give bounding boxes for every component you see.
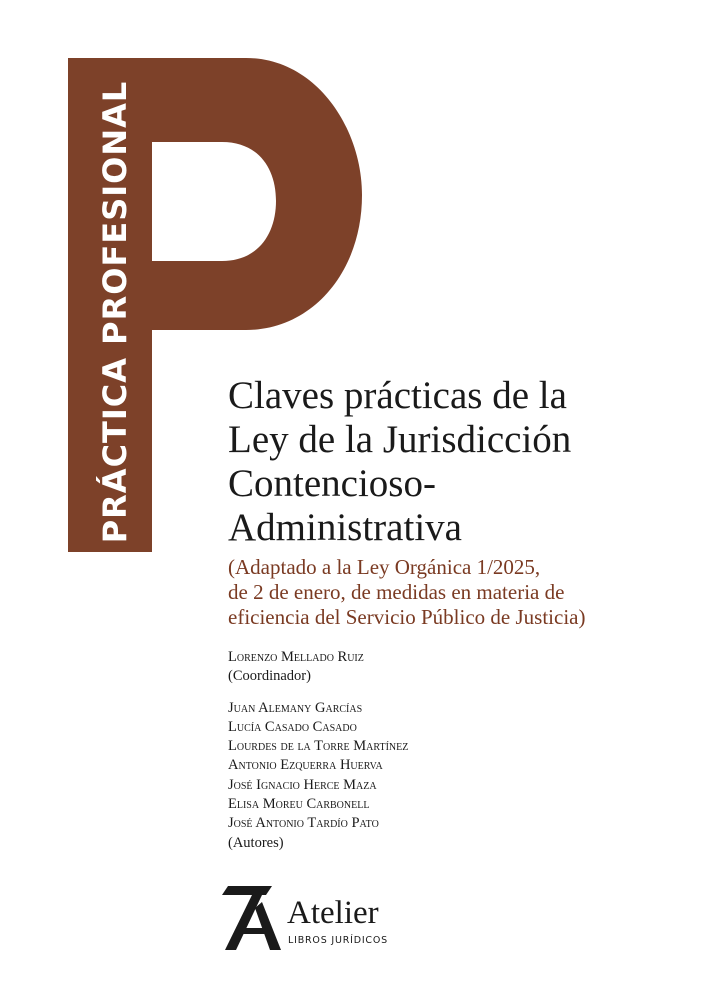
author-name: Juan Alemany Garcías bbox=[228, 699, 363, 716]
author-name: Elisa Moreu Carbonell bbox=[228, 796, 370, 813]
author-name: Antonio Ezquerra Huerva bbox=[228, 757, 383, 774]
title-line: Administrativa bbox=[228, 506, 462, 549]
coordinator-role: (Coordinador) bbox=[228, 668, 311, 685]
book-subtitle bbox=[228, 555, 698, 630]
subtitle-line: (Adaptado a la Ley Orgánica 1/2025, bbox=[228, 555, 541, 579]
credits bbox=[228, 648, 408, 853]
publisher-tagline: LIBROS JURÍDICOS bbox=[288, 935, 388, 946]
series-label: PRÁCTICA PROFESIONAL bbox=[96, 80, 134, 544]
publisher-name: Atelier bbox=[287, 895, 379, 931]
subtitle-line: eficiencia del Servicio Público de Justicia) bbox=[228, 605, 586, 629]
title-line: Contencioso- bbox=[228, 462, 436, 505]
author-name: José Ignacio Herce Maza bbox=[228, 776, 377, 793]
coordinator-name: Lorenzo Mellado Ruiz bbox=[228, 649, 364, 665]
author-name: Lourdes de la Torre Martínez bbox=[228, 738, 409, 755]
title-line: Claves prácticas de la bbox=[228, 374, 567, 417]
logo-right-stroke bbox=[255, 902, 281, 950]
author-name: José Antonio Tardío Pato bbox=[228, 815, 379, 832]
logo-top-bar bbox=[222, 886, 272, 895]
subtitle-line: de 2 de enero, de medidas en materia de bbox=[228, 580, 565, 604]
title-line: Ley de la Jurisdicción bbox=[228, 418, 572, 461]
logo-crossbar bbox=[239, 928, 270, 934]
author-name: Lucía Casado Casado bbox=[228, 718, 357, 735]
atelier-a-logo bbox=[222, 884, 284, 954]
authors-role: (Autores) bbox=[228, 834, 284, 851]
logo-left-leg bbox=[225, 895, 262, 950]
book-title bbox=[228, 374, 688, 550]
